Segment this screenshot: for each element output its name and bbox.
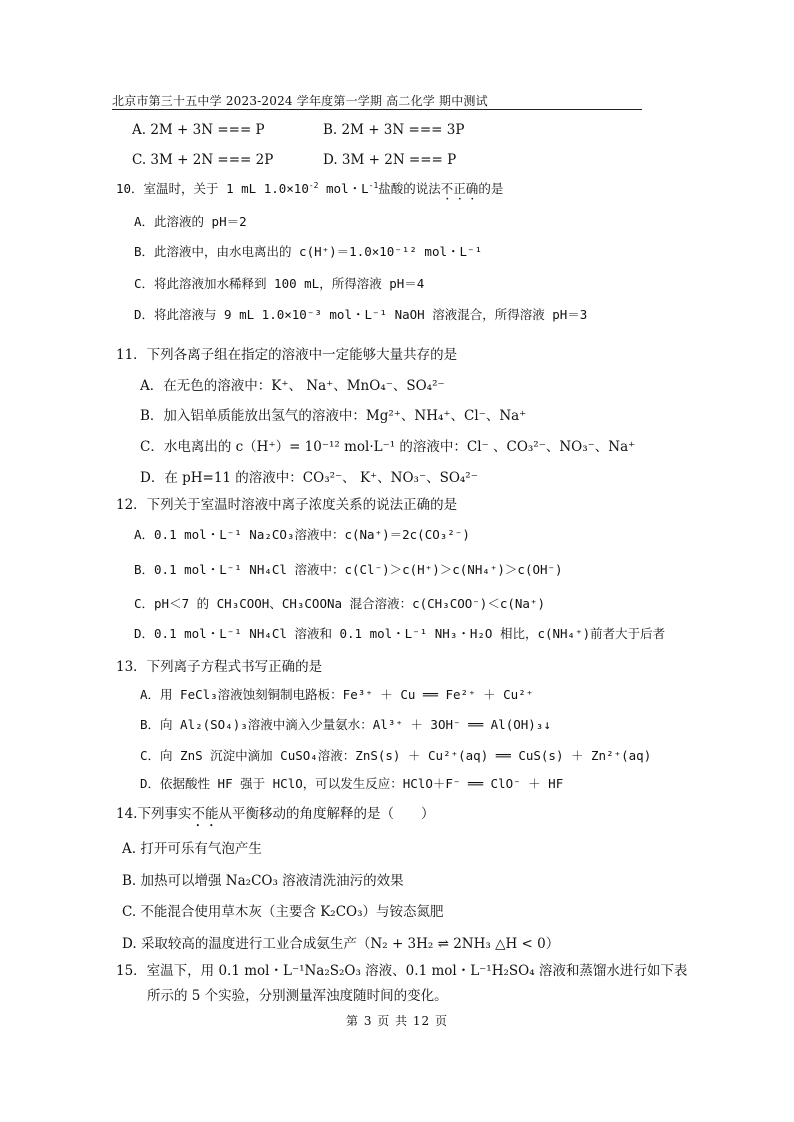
- q12-stem: 12．下列关于室温时溶液中离子浓度关系的说法正确的是: [116, 497, 458, 513]
- q10-option-c: C．将此溶液加水稀释到 100 mL，所得溶液 pH＝4: [134, 276, 425, 291]
- q14-option-a: A. 打开可乐有气泡产生: [122, 841, 262, 857]
- q14-stem-emphasis: 不能: [191, 806, 219, 822]
- q11-option-d: D．在 pH=11 的溶液中：CO₃²⁻、 K⁺、NO₃⁻、SO₄²⁻: [140, 470, 478, 486]
- q9-option-b: B. 2M + 3N === 3P: [323, 122, 465, 138]
- q10-stem: [116, 180, 503, 203]
- q14-option-b: B. 加热可以增强 Na₂CO₃ 溶液清洗油污的效果: [122, 873, 404, 889]
- q11-option-b: B．加入铝单质能放出氢气的溶液中：Mg²⁺、NH₄⁺、Cl⁻、Na⁺: [140, 408, 527, 424]
- q13-option-a: A．用 FeCl₃溶液蚀刻铜制电路板：Fe³⁺ ＋ Cu ══ Fe²⁺ ＋ Cu²⁺: [140, 687, 534, 702]
- q9-option-c: C. 3M + 2N === 2P: [132, 152, 274, 168]
- q12-option-b: B．0.1 mol・L⁻¹ NH₄Cl 溶液中：c(Cl⁻)＞c(H⁺)＞c(NH₄⁺)＞c(OH⁻): [134, 562, 563, 577]
- page-footer: 第 3 页 共 12 页: [346, 1014, 448, 1028]
- q14-stem: [116, 805, 434, 830]
- q11-option-c: C．水电离出的 c（H⁺）= 10⁻¹² mol·L⁻¹ 的溶液中：Cl⁻ 、CO₃²⁻、NO₃⁻、Na⁺: [140, 439, 636, 455]
- q15-stem-line2: 所示的 5 个实验，分别测量浑浊度随时间的变化。: [147, 988, 448, 1004]
- q11-option-a: A．在无色的溶液中：K⁺、 Na⁺、MnO₄⁻、SO₄²⁻: [140, 378, 445, 394]
- q12-option-a: A．0.1 mol・L⁻¹ Na₂CO₃溶液中：c(Na⁺)＝2c(CO₃²⁻): [134, 527, 470, 542]
- q10-stem-exp2: -1: [368, 180, 379, 190]
- q14-stem-pre: 14.下列事实: [116, 806, 192, 822]
- q10-stem-exp: -2: [308, 180, 319, 190]
- q15-stem-line1: 15．室温下，用 0.1 mol・L⁻¹Na₂S₂O₃ 溶液、0.1 mol・L⁻¹H₂SO₄ 溶液和蒸馏水进行如下表: [116, 963, 688, 979]
- q13-option-b: B．向 Al₂(SO₄)₃溶液中滴入少量氨水：Al³⁺ ＋ 3OH⁻ ══ Al(OH)₃↓: [140, 717, 551, 732]
- q10-option-d: D．将此溶液与 9 mL 1.0×10⁻³ mol・L⁻¹ NaOH 溶液混合，所得溶液 pH＝3: [134, 307, 588, 322]
- q13-stem: 13．下列离子方程式书写正确的是: [116, 659, 323, 675]
- q13-option-d: D．依据酸性 HF 强于 HClO，可以发生反应：HClO＋F⁻ ══ ClO⁻ ＋ HF: [140, 776, 564, 791]
- q10-option-b: B．此溶液中，由水电离出的 c(H⁺)＝1.0×10⁻¹² mol・L⁻¹: [134, 244, 483, 259]
- q9-option-a: A. 2M + 3N === P: [132, 122, 265, 138]
- q14-stem-post: 从平衡移动的角度解释的是（ ）: [218, 806, 435, 822]
- q10-stem-end: 的是: [478, 181, 504, 196]
- q9-option-d: D. 3M + 2N === P: [323, 152, 457, 168]
- q14-option-c: C. 不能混合使用草木灰（主要含 K₂CO₃）与铵态氮肥: [122, 904, 444, 920]
- header-divider: [112, 109, 642, 110]
- page-header: 北京市第三十五中学 2023-2024 学年度第一学期 高二化学 期中测试: [112, 94, 488, 108]
- q10-stem-mid: mol・L: [318, 181, 369, 196]
- q10-option-a: A．此溶液的 pH＝2: [134, 214, 247, 229]
- q13-option-c: C．向 ZnS 沉淀中滴加 CuSO₄溶液：ZnS(s) ＋ Cu²⁺(aq) ══ CuS(s) ＋ Zn²⁺(aq): [140, 748, 652, 763]
- q12-option-c: C．pH＜7 的 CH₃COOH、CH₃COONa 混合溶液：c(CH₃COO⁻)＜c(Na⁺): [134, 596, 545, 611]
- q10-stem-pre: 10．室温时，关于 1 mL 1.0×10: [116, 181, 309, 196]
- q10-stem-emphasis: 不正确: [440, 181, 479, 196]
- q12-option-d: D．0.1 mol・L⁻¹ NH₄Cl 溶液和 0.1 mol・L⁻¹ NH₃・H₂O 相比，c(NH₄⁺)前者大于后者: [134, 626, 666, 641]
- q10-stem-post: 盐酸的说法: [378, 181, 441, 196]
- q14-option-d: D. 采取较高的温度进行工业合成氨生产（N₂ + 3H₂ ⇌ 2NH₃ △H < 0）: [122, 936, 560, 952]
- q11-stem: 11．下列各离子组在指定的溶液中一定能够大量共存的是: [116, 347, 458, 363]
